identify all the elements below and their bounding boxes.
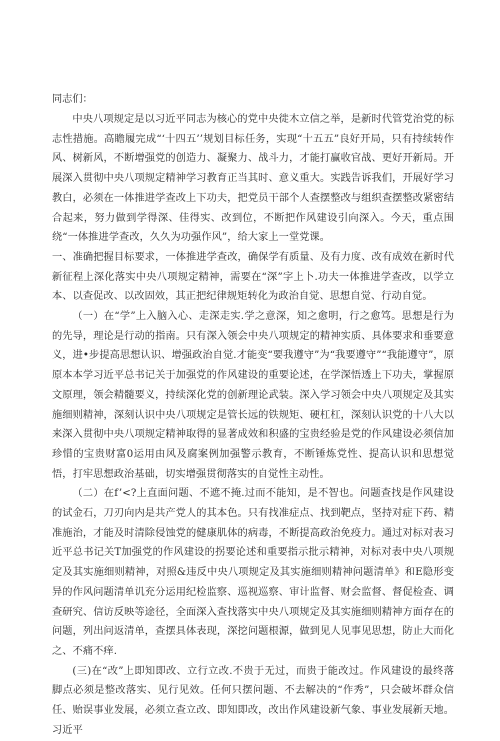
paragraph-study: （一）在“学”上入脑入心、走深走实.学之意深，知之愈明，行之愈笃。思想是行为的先导，理论是行动的指南。只有深入领会中央八项规定的精神实质、具体要求和垂要意义，进•步提高思想认识、增强政治自觉.才能变“要我遵守”为“我要遵守”“我能遵守”，原原本本学习近平总书记关于加强党的作风建设的重要论述，在学深悟透上下功夫，掌握原文原理，领会精髓要义，持续深化党的创新理论武装。深入学习领会中央八项规定及其实施细则精神，深刻认识中央八项规定是管长远的铁规矩、硬杠杠，深刻认识党的十八大以来深入贯彻中央八项规定精神取得的显著成效和积盛的宝贵经验是党的作风建设必须信加珍惜的宝贵财富0运用由风及腐案例加强警示教育，不断锤炼党性、提高认识和思想觉悟，打牢思想政治基础，切实增强贯彻落实的自觉性主动性。 bbox=[52, 311, 454, 480]
paragraph-intro: 中央八项规定是以习近平同志为核心的党中央徙木立信之举，是新时代管党治党的标志性措施。高瞻履完成“‘十四五’’规划目标任务，实现“十五五”良好开局，只有持续转作风、树新风，不断增强党的创造力、凝聚力、战斗力，才能打赢收官战、更好开新局。开展深入贯彻中央八项规定精神学习教育正当其时、意义重大。实践告诉我们，开展好学习教白，必须在一体推进学查改上下功夫，把党员干部个人查摆整改与组织查摆整改紧密结合起来，努力做到学得深、佳得实、改到位，不断把作风建设引向深入。今天，重点围绕“一体推进学查改，久久为功强作风”，给大家上一堂党课。 bbox=[52, 114, 454, 244]
salutation: 同志们： bbox=[52, 94, 93, 105]
section-heading-one: 一、准确把握目标要求，一体推进学查改，确保学有质量、及有力度、改有成效在新时代新征程上深化落实中央八项规定精神，需要在“深”字上卜.功夫一体推进学查改，以学立本、以查促改、以改固效，其正把纪律规矩转化为政治自觉、思想自觉、行动自觉。 bbox=[52, 251, 454, 303]
paragraph-inspect: （二）在f’<?上直面问题、不遮不掩.过而不能知，是不智也。问题查找是作风建设的试金石，刀刃向内是共产党人的其本色。只有找准症点、找到靶点，坚持对症下药、精准施治，才能及时清除侵蚀党的健康肌体的病毒，不断提高政治免疫力。通过对标对表习近平总书记关T加强党的作风建设的拐要论述和重要指示批示精神，对标对表中央八项规定及其实施细则精神，对照&违反中央八项规定及其实施细则精神问题清单》和E隐形变异的作风问题清单讥充分运用纪检监察、巡视巡察、审计监督、财会监督、督促检查、调查研究、信访反映等途径，全面深入查找落实中央八项规定及其实施细则精神方面存在的问题，列出问返清单，查摆具体表现，深挖问题根源，做到见人见事见思想，防止大而化之、不痛不痒. bbox=[52, 488, 454, 657]
paragraph-rectify: (三)在“改”上即知即改、立行立改.不贵于无过，而贵于能改过。作风建设的最终落脚点必须是整改落实、见行见效。任何只摆问题、不去解决的“作秀”，只会破坏群众信任、贻误事业发展，必须立查立改、即知即改，改出作风建设新气象、事业发展新天地。习近平 bbox=[52, 665, 454, 736]
